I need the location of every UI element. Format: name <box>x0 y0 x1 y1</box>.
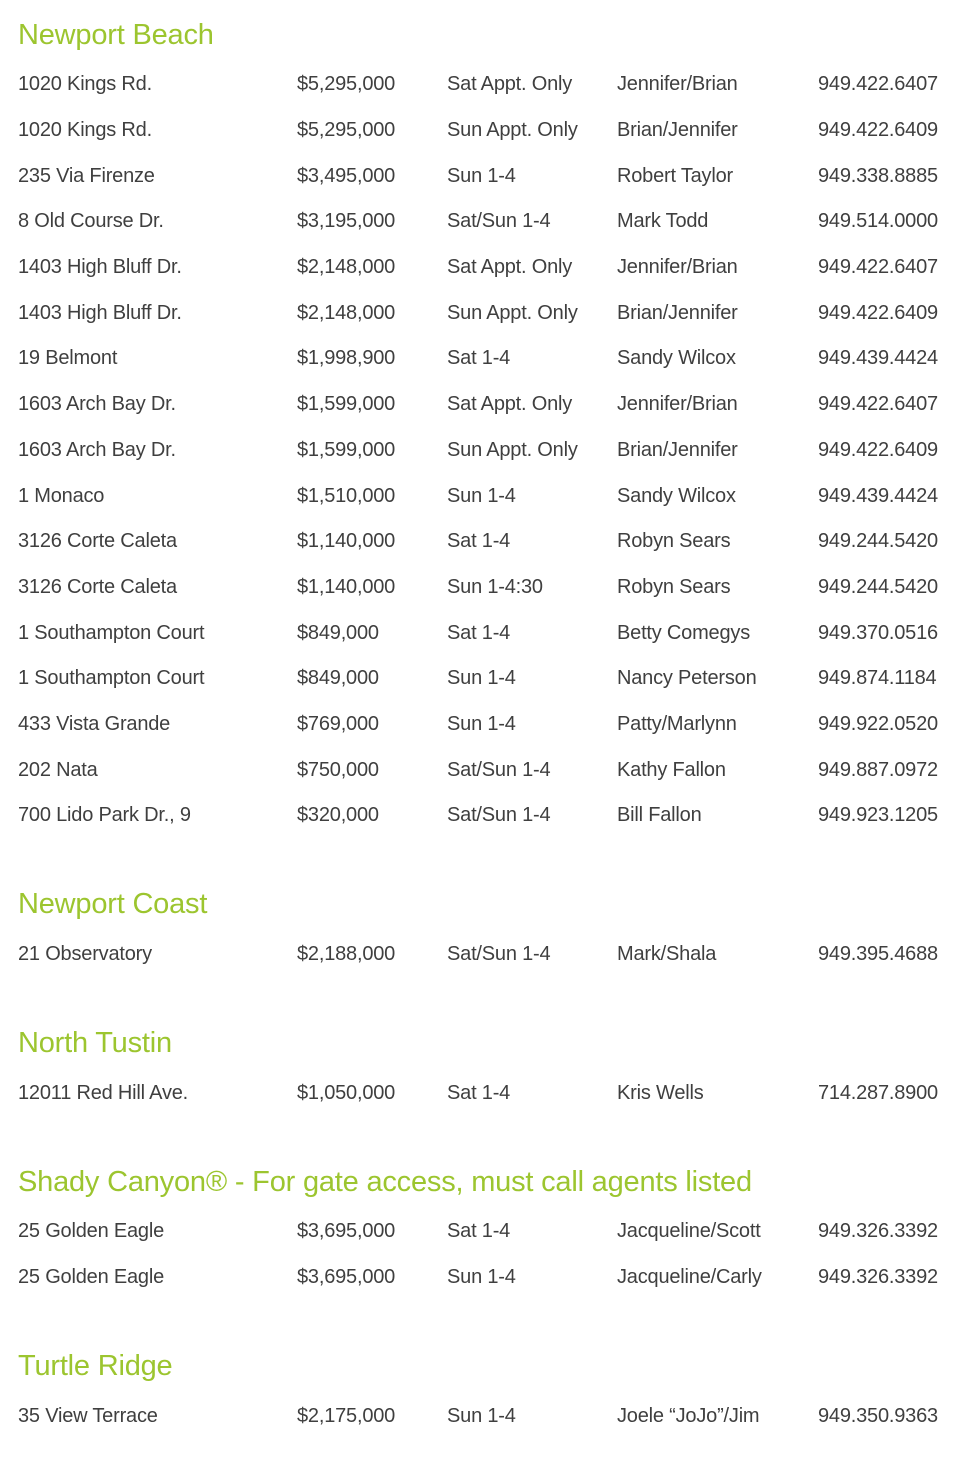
listing-agent: Jennifer/Brian <box>617 393 738 416</box>
listing-address: 19 Belmont <box>18 347 118 370</box>
section-rows <box>18 1070 962 1116</box>
listing-open-time: Sun 1-4:30 <box>447 575 543 598</box>
listing-row <box>18 1209 962 1255</box>
listing-row <box>18 610 962 656</box>
listing-row <box>18 656 962 702</box>
listing-agent: Brian/Jennifer <box>617 438 738 461</box>
listing-agent: Robert Taylor <box>617 164 733 187</box>
listing-price: $1,140,000 <box>297 530 396 553</box>
listing-row <box>18 428 962 474</box>
listing-phone: 949.338.8885 <box>818 164 938 187</box>
listing-phone: 949.422.6407 <box>818 393 938 416</box>
listing-phone: 949.350.9363 <box>818 1404 938 1427</box>
listing-phone: 949.326.3392 <box>818 1220 938 1243</box>
listing-price: $5,295,000 <box>297 73 396 96</box>
listing-phone: 949.923.1205 <box>818 804 938 827</box>
listing-price: $849,000 <box>297 667 379 690</box>
listing-phone: 949.244.5420 <box>818 575 938 598</box>
listing-price: $849,000 <box>297 621 379 644</box>
listing-agent: Kris Wells <box>617 1081 704 1104</box>
listing-agent: Mark Todd <box>617 210 709 233</box>
listing-phone: 949.422.6409 <box>818 301 938 324</box>
listing-agent: Sandy Wilcox <box>617 347 736 370</box>
listing-address: 12011 Red Hill Ave. <box>18 1081 189 1104</box>
listing-price: $2,148,000 <box>297 256 396 279</box>
listing-row <box>18 1070 962 1116</box>
listing-row <box>18 153 962 199</box>
listing-phone: 949.887.0972 <box>818 758 938 781</box>
listing-open-time: Sat 1-4 <box>447 1220 511 1243</box>
section-title: North Tustin <box>18 1026 172 1059</box>
listing-open-time: Sun Appt. Only <box>447 438 578 461</box>
section-title: Turtle Ridge <box>18 1349 173 1382</box>
listing-address: 3126 Corte Caleta <box>18 530 177 553</box>
listing-price: $750,000 <box>297 758 379 781</box>
listing-open-time: Sun 1-4 <box>447 1404 516 1427</box>
listing-agent: Nancy Peterson <box>617 667 757 690</box>
listing-row <box>18 702 962 748</box>
listing-address: 235 Via Firenze <box>18 164 155 187</box>
listing-agent: Robyn Sears <box>617 530 731 553</box>
section-rows <box>18 62 962 839</box>
listing-price: $5,295,000 <box>297 119 396 142</box>
listing-price: $1,599,000 <box>297 438 396 461</box>
listing-agent: Joele “JoJo”/Jim <box>617 1404 760 1427</box>
listing-address: 700 Lido Park Dr., 9 <box>18 804 191 827</box>
listing-open-time: Sat 1-4 <box>447 621 511 644</box>
listing-phone: 949.874.1184 <box>818 667 937 690</box>
section-rows <box>18 932 962 978</box>
listing-row <box>18 62 962 108</box>
listing-open-time: Sat 1-4 <box>447 347 511 370</box>
listing-section <box>18 1020 962 1116</box>
listing-row <box>18 1255 962 1301</box>
listing-section <box>18 882 962 978</box>
listing-open-time: Sat 1-4 <box>447 1081 511 1104</box>
listing-phone: 714.287.8900 <box>818 1081 938 1104</box>
listing-open-time: Sat Appt. Only <box>447 393 573 416</box>
listing-open-time: Sat Appt. Only <box>447 256 573 279</box>
listing-agent: Mark/Shala <box>617 943 717 966</box>
listing-section <box>18 12 962 839</box>
listing-row <box>18 199 962 245</box>
listing-price: $1,140,000 <box>297 575 396 598</box>
listing-address: 1020 Kings Rd. <box>18 119 152 142</box>
section-title: Newport Coast <box>18 888 208 921</box>
listing-agent: Jacqueline/Scott <box>617 1220 761 1243</box>
listing-row <box>18 108 962 154</box>
listing-open-time: Sat/Sun 1-4 <box>447 804 551 827</box>
listing-address: 1 Monaco <box>18 484 105 507</box>
open-house-list <box>18 12 962 1439</box>
listing-open-time: Sun 1-4 <box>447 164 516 187</box>
listing-agent: Kathy Fallon <box>617 758 726 781</box>
listing-row <box>18 473 962 519</box>
listing-row <box>18 290 962 336</box>
listing-address: 8 Old Course Dr. <box>18 210 164 233</box>
section-title: Newport Beach <box>18 18 214 51</box>
listing-agent: Jacqueline/Carly <box>617 1266 762 1289</box>
listing-row <box>18 932 962 978</box>
listing-open-time: Sat/Sun 1-4 <box>447 210 551 233</box>
listing-address: 1020 Kings Rd. <box>18 73 152 96</box>
listing-address: 3126 Corte Caleta <box>18 575 177 598</box>
listing-price: $1,599,000 <box>297 393 396 416</box>
listing-phone: 949.395.4688 <box>818 943 938 966</box>
listing-address: 202 Nata <box>18 758 98 781</box>
listing-phone: 949.422.6407 <box>818 73 938 96</box>
listing-agent: Jennifer/Brian <box>617 256 738 279</box>
listing-row <box>18 565 962 611</box>
listing-price: $3,495,000 <box>297 164 396 187</box>
listing-phone: 949.422.6409 <box>818 438 938 461</box>
listing-address: 21 Observatory <box>18 943 152 966</box>
listing-phone: 949.370.0516 <box>818 621 938 644</box>
listing-phone: 949.326.3392 <box>818 1266 938 1289</box>
listing-open-time: Sat Appt. Only <box>447 73 573 96</box>
listing-address: 1403 High Bluff Dr. <box>18 256 182 279</box>
listing-section <box>18 1343 962 1439</box>
listing-agent: Bill Fallon <box>617 804 702 827</box>
listing-phone: 949.922.0520 <box>818 712 938 735</box>
listing-agent: Brian/Jennifer <box>617 119 738 142</box>
listing-price: $2,175,000 <box>297 1404 396 1427</box>
listing-phone: 949.422.6407 <box>818 256 938 279</box>
listing-address: 25 Golden Eagle <box>18 1266 165 1289</box>
listing-row <box>18 793 962 839</box>
listing-price: $3,695,000 <box>297 1220 396 1243</box>
listing-open-time: Sun 1-4 <box>447 1266 516 1289</box>
listing-open-time: Sun 1-4 <box>447 712 516 735</box>
listing-row <box>18 245 962 291</box>
listing-address: 25 Golden Eagle <box>18 1220 165 1243</box>
listing-phone: 949.439.4424 <box>818 347 938 370</box>
listing-open-time: Sat/Sun 1-4 <box>447 943 551 966</box>
listing-price: $3,195,000 <box>297 210 396 233</box>
listing-open-time: Sat 1-4 <box>447 530 511 553</box>
listing-price: $1,510,000 <box>297 484 396 507</box>
listing-address: 35 View Terrace <box>18 1404 158 1427</box>
listing-address: 433 Vista Grande <box>18 712 171 735</box>
listing-row <box>18 336 962 382</box>
listing-address: 1 Southampton Court <box>18 621 205 644</box>
listing-phone: 949.439.4424 <box>818 484 938 507</box>
listing-open-time: Sun 1-4 <box>447 484 516 507</box>
listing-row <box>18 1393 962 1439</box>
listing-open-time: Sun 1-4 <box>447 667 516 690</box>
listing-price: $1,050,000 <box>297 1081 396 1104</box>
listing-price: $3,695,000 <box>297 1266 396 1289</box>
listing-address: 1603 Arch Bay Dr. <box>18 393 176 416</box>
listing-price: $320,000 <box>297 804 379 827</box>
listing-agent: Patty/Marlynn <box>617 712 737 735</box>
listing-row <box>18 747 962 793</box>
listing-price: $1,998,900 <box>297 347 396 370</box>
listing-agent: Brian/Jennifer <box>617 301 738 324</box>
listing-section <box>18 1159 962 1300</box>
listing-open-time: Sun Appt. Only <box>447 301 578 324</box>
listing-price: $2,188,000 <box>297 943 396 966</box>
listing-address: 1603 Arch Bay Dr. <box>18 438 176 461</box>
listing-agent: Jennifer/Brian <box>617 73 738 96</box>
listing-phone: 949.244.5420 <box>818 530 938 553</box>
listing-row <box>18 382 962 428</box>
listing-agent: Sandy Wilcox <box>617 484 736 507</box>
listing-open-time: Sat/Sun 1-4 <box>447 758 551 781</box>
listing-phone: 949.422.6409 <box>818 119 938 142</box>
listing-agent: Betty Comegys <box>617 621 751 644</box>
section-rows <box>18 1209 962 1300</box>
listing-phone: 949.514.0000 <box>818 210 938 233</box>
section-rows <box>18 1393 962 1439</box>
listing-open-time: Sun Appt. Only <box>447 119 578 142</box>
section-title: Shady Canyon® - For gate access, must call agents listed <box>18 1165 752 1198</box>
listing-address: 1 Southampton Court <box>18 667 205 690</box>
listing-row <box>18 519 962 565</box>
listing-price: $769,000 <box>297 712 379 735</box>
listing-address: 1403 High Bluff Dr. <box>18 301 182 324</box>
listing-price: $2,148,000 <box>297 301 396 324</box>
listing-agent: Robyn Sears <box>617 575 731 598</box>
